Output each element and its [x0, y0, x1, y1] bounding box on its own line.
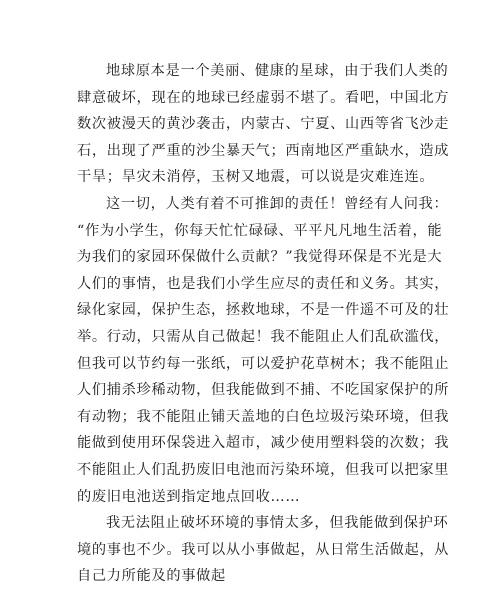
paragraph-2-line-12: 的废旧电池送到指定地点回收…… — [77, 488, 301, 505]
paragraph-1-line-5: 干旱；旱灾未消停，玉树又地震，可以说是灾难连连。 — [77, 169, 435, 186]
paragraph-3-line-2: 境的事也不少。我可以从小事做起，从日常生活做起，从 — [77, 541, 450, 558]
paragraph-2-line-9: 有动物；我不能阻止铺天盖地的白色垃圾污染环境，但我 — [77, 408, 450, 425]
paragraph-1-line-1: 地球原本是一个美丽、健康的星球，由于我们人类的 — [106, 63, 449, 79]
document-text — [77, 58, 450, 590]
paragraph-3-line-1: 我无法阻止破坏环境的事情太多，但我能做到保护环 — [106, 515, 449, 532]
paragraph-2-line-4: 人们的事情，也是我们小学生应尽的责任和义务。其实， — [77, 275, 450, 292]
paragraph-3-line-3: 自己力所能及的事做起 — [77, 568, 226, 585]
paragraph-1-line-4: 石，出现了严重的沙尘暴天气；西南地区严重缺水，造成 — [77, 142, 450, 159]
paragraph-2-line-11: 不能阻止人们乱扔废旧电池而污染环境，但我可以把家里 — [77, 461, 450, 478]
paragraph-1-line-3: 数次被漫天的黄沙袭击，内蒙古、宁夏、山西等省飞沙走 — [77, 116, 450, 133]
paragraph-2-line-1: 这一切，人类有着不可推卸的责任！曾经有人问我： — [106, 195, 449, 212]
paragraph-2-line-3: 为我们的家园环保做什么贡献？”我觉得环保是不光是大 — [77, 249, 443, 266]
paragraph-2-line-2: “作为小学生，你每天忙忙碌碌、平平凡凡地生活着，能 — [77, 222, 443, 239]
paragraph-2-line-8: 人们捕杀珍稀动物，但我能做到不捕、不吃国家保护的所 — [77, 382, 450, 399]
paragraph-2-line-10: 能做到使用环保袋进入超市，减少使用塑料袋的次数；我 — [77, 435, 450, 452]
paragraph-2-line-7: 但我可以节约每一张纸，可以爱护花草树木；我不能阻止 — [77, 355, 450, 372]
paragraph-2-line-5: 绿化家园，保护生态，拯救地球，不是一件遥不可及的壮 — [77, 302, 450, 319]
paragraph-2-line-6: 举。行动，只需从自己做起！我不能阻止人们乱砍滥伐， — [77, 328, 450, 345]
paragraph-1-line-2: 肆意破坏，现在的地球已经虚弱不堪了。看吧，中国北方 — [77, 89, 450, 106]
